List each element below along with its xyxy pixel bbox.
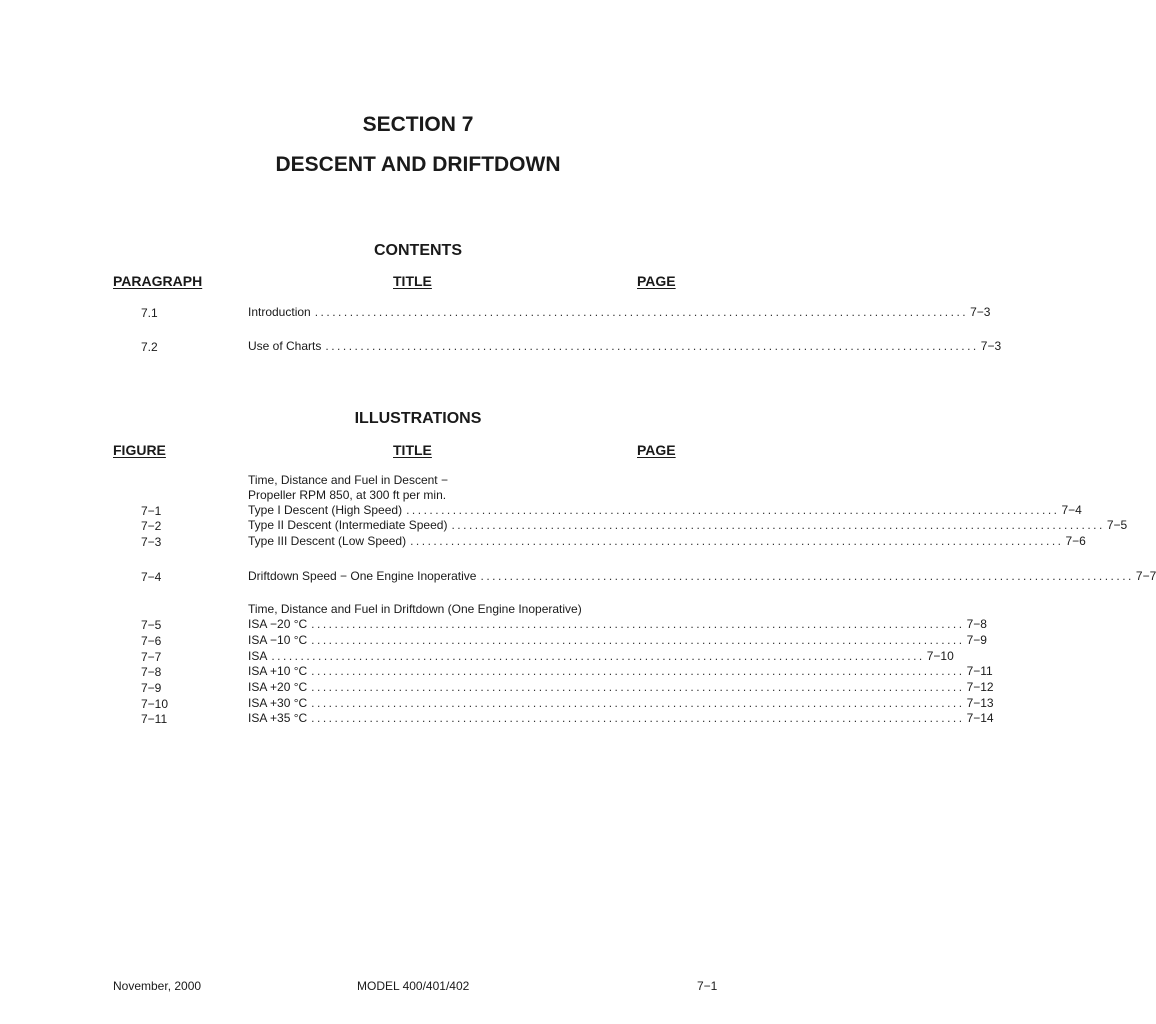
figure-number: 7−6 <box>141 634 162 648</box>
title-column-header: TITLE <box>393 273 432 289</box>
contents-entry <box>248 305 991 320</box>
entry-title: ISA −20 °C <box>248 617 308 631</box>
dot-leader: ................................................................................................................ <box>311 711 965 725</box>
entry-page: 7−4 <box>1061 503 1082 517</box>
dot-leader: ................................................................................................................ <box>325 339 979 353</box>
group-caption: Time, Distance and Fuel in Descent − <box>248 473 448 487</box>
entry-page: 7−3 <box>980 339 1002 353</box>
figure-number: 7−7 <box>141 650 162 664</box>
illustration-entry <box>248 503 1082 518</box>
entry-title: ISA +30 °C <box>248 696 308 710</box>
entry-page: 7−7 <box>1135 569 1156 583</box>
section-number: SECTION 7 <box>362 113 474 136</box>
contents-heading: CONTENTS <box>374 242 462 259</box>
entry-page: 7−6 <box>1065 534 1086 548</box>
group-caption: Time, Distance and Fuel in Driftdown (One Engine Inoperative) <box>248 602 582 616</box>
paragraph-column-header: PARAGRAPH <box>113 273 203 289</box>
illustration-entry <box>248 696 994 711</box>
entry-title: ISA +35 °C <box>248 711 308 725</box>
illustration-entry <box>248 711 994 726</box>
footer-model: MODEL 400/401/402 <box>357 979 470 993</box>
entry-page: 7−3 <box>970 305 991 319</box>
entry-title: ISA −10 °C <box>248 633 308 647</box>
entry-title: ISA <box>248 649 268 663</box>
paragraph-number: 7.1 <box>141 306 158 320</box>
page-column-header: PAGE <box>637 442 676 458</box>
title-column-header: TITLE <box>393 442 432 458</box>
dot-leader: ................................................................................................................ <box>311 633 965 647</box>
dot-leader: ................................................................................................................ <box>410 534 1064 548</box>
entry-page: 7−14 <box>966 711 994 725</box>
figure-number: 7−8 <box>141 665 162 679</box>
illustration-entry <box>248 649 954 664</box>
entry-title: Use of Charts <box>248 339 322 353</box>
paragraph-number: 7.2 <box>141 340 158 354</box>
entry-title: Type I Descent (High Speed) <box>248 503 403 517</box>
illustration-entry <box>248 534 1086 549</box>
figure-number: 7−3 <box>141 535 162 549</box>
dot-leader: ................................................................................................................ <box>271 649 925 663</box>
dot-leader: ................................................................................................................ <box>406 503 1060 517</box>
entry-page: 7−12 <box>966 680 994 694</box>
entry-title: Driftdown Speed − One Engine Inoperative <box>248 569 477 583</box>
figure-number: 7−11 <box>141 712 168 726</box>
figure-number: 7−10 <box>141 697 169 711</box>
figure-column-header: FIGURE <box>113 442 166 458</box>
figure-number: 7−4 <box>141 570 162 584</box>
section-title: DESCENT AND DRIFTDOWN <box>275 153 561 176</box>
illustration-entry <box>248 518 1128 533</box>
footer-date: November, 2000 <box>113 979 202 993</box>
illustration-entry <box>248 617 987 632</box>
footer-page-number: 7−1 <box>697 979 718 993</box>
page-column-header: PAGE <box>637 273 676 289</box>
entry-page: 7−11 <box>966 664 993 678</box>
illustration-entry <box>248 633 987 648</box>
illustration-entry <box>248 680 994 695</box>
dot-leader: ................................................................................................................ <box>314 305 969 319</box>
figure-number: 7−2 <box>141 519 162 533</box>
dot-leader: ................................................................................................................ <box>311 664 965 678</box>
figure-number: 7−1 <box>141 504 162 518</box>
entry-page: 7−9 <box>966 633 987 647</box>
entry-title: Type II Descent (Intermediate Speed) <box>248 518 448 532</box>
group-caption: Propeller RPM 850, at 300 ft per min. <box>248 488 447 502</box>
entry-title: Type III Descent (Low Speed) <box>248 534 407 548</box>
figure-number: 7−5 <box>141 618 162 632</box>
illustrations-heading: ILLUSTRATIONS <box>354 410 482 427</box>
figure-number: 7−9 <box>141 681 162 695</box>
entry-title: ISA +10 °C <box>248 664 308 678</box>
dot-leader: ................................................................................................................ <box>480 569 1134 583</box>
entry-page: 7−5 <box>1106 518 1128 532</box>
entry-page: 7−8 <box>966 617 987 631</box>
dot-leader: ................................................................................................................ <box>451 518 1105 532</box>
entry-page: 7−10 <box>926 649 954 663</box>
entry-page: 7−13 <box>966 696 994 710</box>
dot-leader: ................................................................................................................ <box>311 696 965 710</box>
entry-title: ISA +20 °C <box>248 680 308 694</box>
dot-leader: ................................................................................................................ <box>311 680 965 694</box>
illustration-entry <box>248 664 993 679</box>
dot-leader: ................................................................................................................ <box>311 617 965 631</box>
contents-entry <box>248 339 1002 354</box>
entry-title: Introduction <box>248 305 311 319</box>
illustration-entry <box>248 569 1156 584</box>
